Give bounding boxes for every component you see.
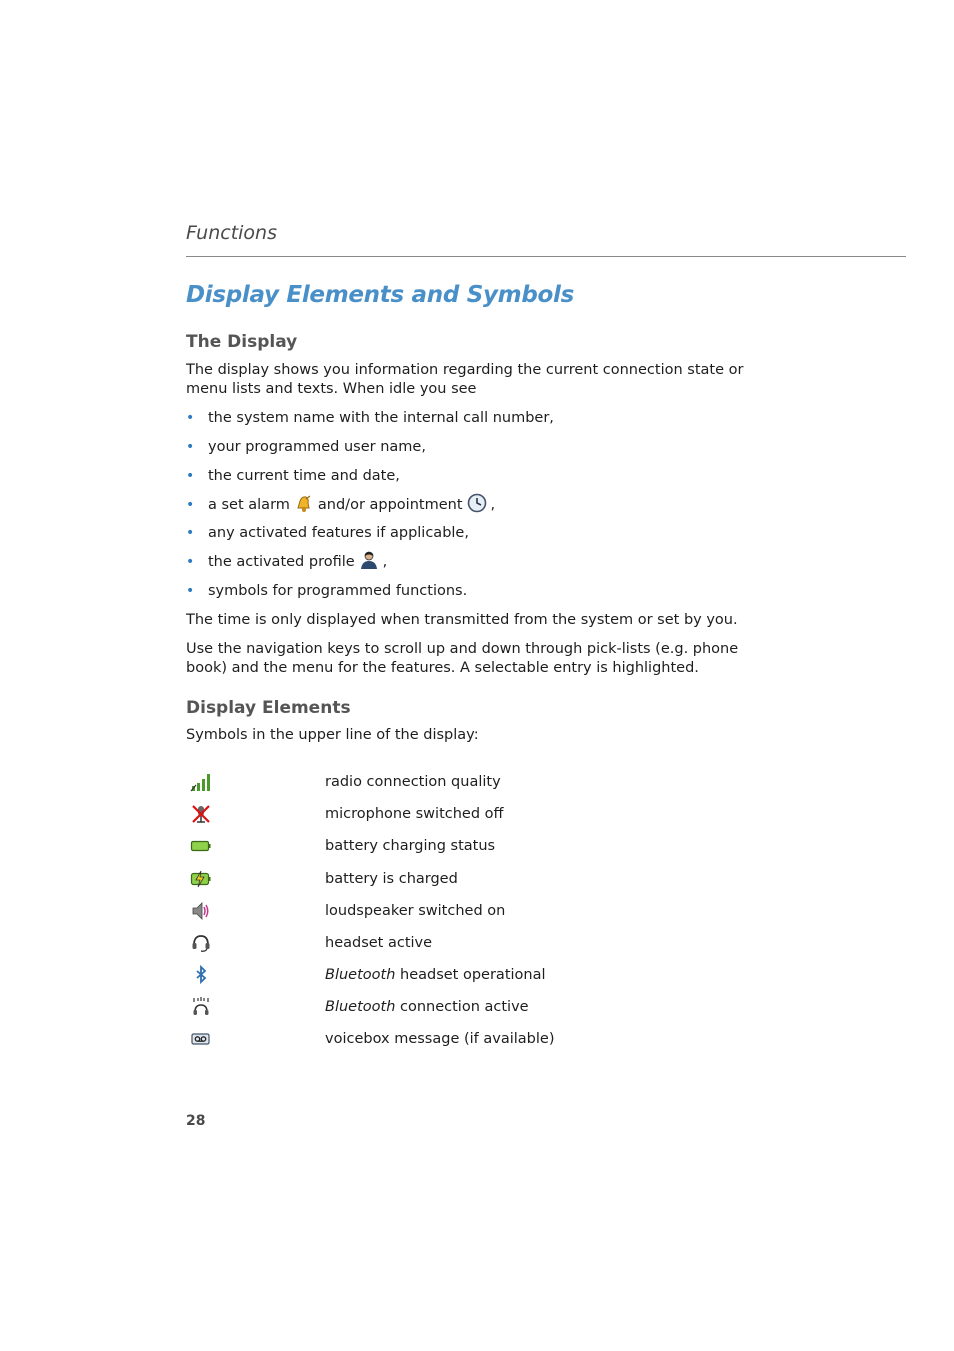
bullet-item: [186, 438, 426, 457]
symbol-label-rest: connection active: [395, 999, 529, 1015]
bullet-item: [186, 467, 400, 486]
display-intro: The display shows you information regarding the current connection state or menu lists and texts. When idle you see: [186, 362, 744, 397]
bullet-text: the current time and date,: [208, 468, 400, 484]
signal-bars-icon: [190, 771, 212, 793]
symbol-row: [186, 1028, 786, 1052]
elements-intro: Symbols in the upper line of the display:: [186, 727, 479, 743]
bullet-item: [186, 524, 469, 543]
bullet-dot: •: [186, 410, 195, 426]
symbol-label: voicebox message (if available): [325, 1031, 555, 1047]
bullet-text: ,: [382, 554, 388, 570]
page-number: 28: [186, 1113, 206, 1129]
bullet-text: the activated profile: [208, 554, 355, 570]
bullet-text: the system name with the internal call number,: [208, 410, 554, 426]
bullet-text: any activated features if applicable,: [208, 525, 469, 541]
symbol-row: [186, 803, 786, 827]
bullet-text: symbols for programmed functions.: [208, 583, 468, 599]
symbol-label-rest: headset operational: [395, 967, 546, 983]
symbol-label: headset active: [325, 935, 433, 951]
battery-charged-icon: [190, 868, 212, 890]
symbol-label: battery is charged: [325, 871, 458, 887]
section-heading-elements: Display Elements: [186, 698, 351, 718]
section-heading-display: The Display: [186, 332, 298, 352]
symbol-row: [186, 900, 786, 924]
symbol-row: [186, 771, 786, 795]
bluetooth-word: Bluetooth: [325, 967, 396, 983]
para-navigation: Use the navigation keys to scroll up and down through pick-lists (e.g. phone book) and the menu for the features. A selectable entry is highlighted.: [186, 641, 739, 676]
bluetooth-icon: [190, 964, 212, 986]
symbol-label: battery charging status: [325, 838, 496, 854]
clock-icon: [467, 493, 487, 519]
symbol-row: [186, 835, 786, 859]
symbol-label: microphone switched off: [325, 806, 504, 822]
bullet-text: and/or appointment: [317, 497, 463, 513]
symbol-row: [186, 996, 786, 1020]
running-header: Functions: [186, 222, 277, 244]
bullet-text: your programmed user name,: [208, 439, 426, 455]
microphone-off-icon: [190, 803, 212, 825]
loudspeaker-icon: [190, 900, 212, 922]
battery-icon: [190, 835, 212, 857]
bullet-dot: •: [186, 525, 195, 541]
symbol-row: [186, 964, 786, 988]
voicebox-icon: [190, 1028, 212, 1050]
bullet-item: [186, 496, 495, 515]
symbol-row: [186, 868, 786, 892]
bullet-dot: •: [186, 439, 195, 455]
para-time: The time is only displayed when transmitted from the system or set by you.: [186, 612, 738, 628]
bullet-dot: •: [186, 497, 195, 513]
symbol-label: [325, 998, 529, 1017]
header-rule: [186, 256, 906, 257]
bullet-item: [186, 582, 467, 601]
profile-person-icon: [359, 550, 379, 576]
bullet-item: [186, 409, 554, 428]
bluetooth-word: Bluetooth: [325, 999, 396, 1015]
symbol-label: radio connection quality: [325, 774, 501, 790]
symbol-label: loudspeaker switched on: [325, 903, 506, 919]
symbol-row: [186, 932, 786, 956]
bluetooth-connection-icon: [190, 996, 212, 1018]
bullet-text: ,: [490, 497, 496, 513]
page-title: Display Elements and Symbols: [186, 282, 574, 308]
bullet-dot: •: [186, 554, 195, 570]
bullet-dot: •: [186, 468, 195, 484]
symbol-label: [325, 966, 546, 985]
bullet-dot: •: [186, 583, 195, 599]
bullet-text: a set alarm: [208, 497, 290, 513]
headset-icon: [190, 932, 212, 954]
alarm-bell-icon: [294, 493, 314, 519]
bullet-item: [186, 553, 387, 572]
